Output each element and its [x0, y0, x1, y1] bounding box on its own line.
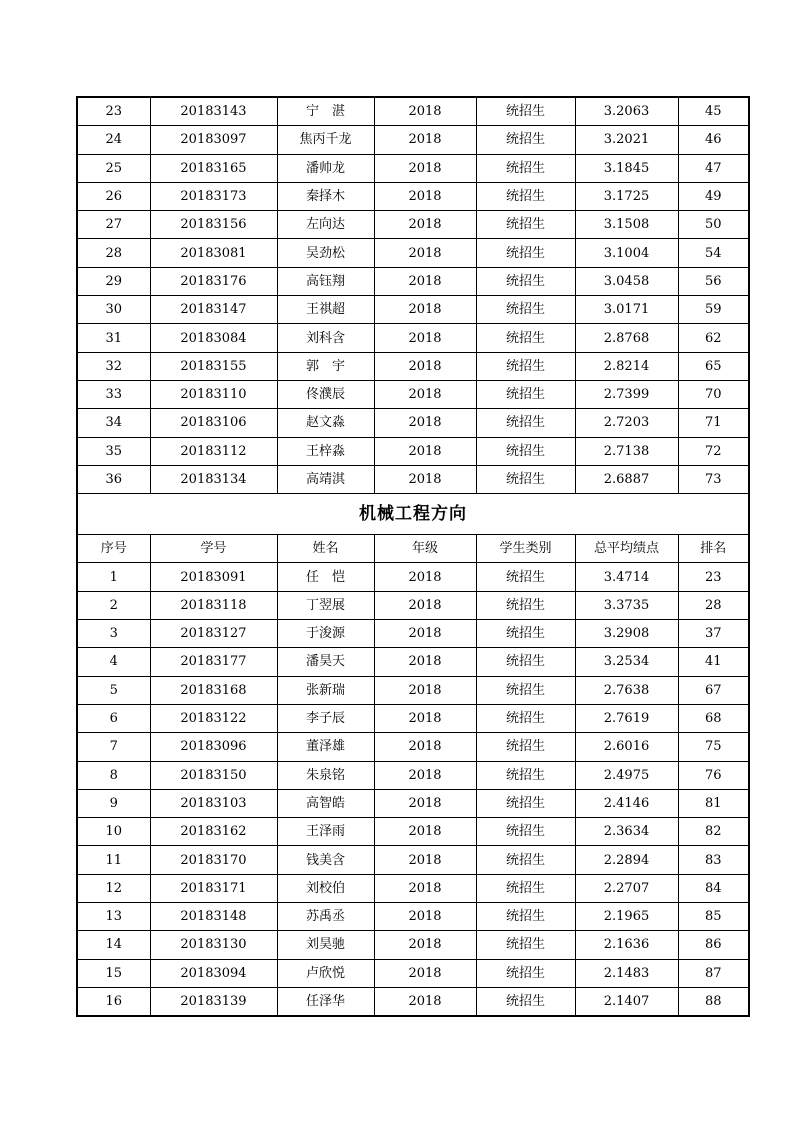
cell-name: 潘帅龙 — [277, 154, 374, 182]
cell-rank: 82 — [678, 818, 749, 846]
cell-name: 钱美含 — [277, 846, 374, 874]
cell-student-type: 统招生 — [476, 959, 575, 987]
cell-index: 1 — [77, 563, 150, 591]
cell-grade: 2018 — [374, 648, 476, 676]
cell-gpa: 2.4975 — [575, 761, 678, 789]
cell-student-type: 统招生 — [476, 704, 575, 732]
cell-grade: 2018 — [374, 733, 476, 761]
cell-rank: 70 — [678, 380, 749, 408]
cell-index: 15 — [77, 959, 150, 987]
cell-student-type: 统招生 — [476, 563, 575, 591]
cell-gpa: 2.7638 — [575, 676, 678, 704]
header-student-type: 学生类别 — [476, 535, 575, 563]
cell-student-id: 20183176 — [150, 267, 277, 295]
cell-student-id: 20183112 — [150, 437, 277, 465]
cell-student-type: 统招生 — [476, 352, 575, 380]
cell-rank: 54 — [678, 239, 749, 267]
cell-grade: 2018 — [374, 620, 476, 648]
cell-student-id: 20183084 — [150, 324, 277, 352]
cell-student-type: 统招生 — [476, 154, 575, 182]
cell-student-type: 统招生 — [476, 648, 575, 676]
cell-student-id: 20183150 — [150, 761, 277, 789]
cell-name: 潘昊天 — [277, 648, 374, 676]
cell-index: 30 — [77, 296, 150, 324]
cell-gpa: 3.1845 — [575, 154, 678, 182]
cell-gpa: 2.7619 — [575, 704, 678, 732]
cell-index: 35 — [77, 437, 150, 465]
cell-student-type: 统招生 — [476, 465, 575, 493]
cell-name: 郭 宇 — [277, 352, 374, 380]
cell-index: 27 — [77, 211, 150, 239]
cell-rank: 59 — [678, 296, 749, 324]
header-index: 序号 — [77, 535, 150, 563]
cell-student-type: 统招生 — [476, 211, 575, 239]
cell-index: 24 — [77, 126, 150, 154]
cell-student-type: 统招生 — [476, 409, 575, 437]
cell-index: 26 — [77, 182, 150, 210]
cell-rank: 47 — [678, 154, 749, 182]
cell-grade: 2018 — [374, 211, 476, 239]
cell-name: 董泽雄 — [277, 733, 374, 761]
table-row — [77, 409, 749, 437]
cell-student-type: 统招生 — [476, 789, 575, 817]
cell-index: 25 — [77, 154, 150, 182]
cell-grade: 2018 — [374, 154, 476, 182]
cell-rank: 46 — [678, 126, 749, 154]
cell-gpa: 3.2021 — [575, 126, 678, 154]
cell-index: 13 — [77, 903, 150, 931]
cell-student-id: 20183106 — [150, 409, 277, 437]
cell-gpa: 2.1407 — [575, 987, 678, 1016]
cell-gpa: 2.1483 — [575, 959, 678, 987]
cell-gpa: 2.4146 — [575, 789, 678, 817]
table-row — [77, 733, 749, 761]
cell-grade: 2018 — [374, 324, 476, 352]
cell-index: 12 — [77, 874, 150, 902]
cell-rank: 68 — [678, 704, 749, 732]
cell-rank: 71 — [678, 409, 749, 437]
table-row — [77, 380, 749, 408]
table-row — [77, 704, 749, 732]
cell-name: 吴劲松 — [277, 239, 374, 267]
cell-index: 3 — [77, 620, 150, 648]
cell-rank: 49 — [678, 182, 749, 210]
cell-name: 苏禹丞 — [277, 903, 374, 931]
cell-name: 王祺超 — [277, 296, 374, 324]
cell-grade: 2018 — [374, 676, 476, 704]
cell-rank: 87 — [678, 959, 749, 987]
header-name: 姓名 — [277, 535, 374, 563]
cell-student-id: 20183094 — [150, 959, 277, 987]
cell-student-type: 统招生 — [476, 126, 575, 154]
cell-student-id: 20183177 — [150, 648, 277, 676]
cell-grade: 2018 — [374, 789, 476, 817]
section-row — [77, 494, 749, 535]
ranking-sheet — [76, 96, 727, 1017]
cell-student-id: 20183165 — [150, 154, 277, 182]
cell-name: 佟濮辰 — [277, 380, 374, 408]
cell-rank: 88 — [678, 987, 749, 1016]
header-grade: 年级 — [374, 535, 476, 563]
table-row — [77, 563, 749, 591]
cell-student-id: 20183148 — [150, 903, 277, 931]
cell-index: 31 — [77, 324, 150, 352]
cell-grade: 2018 — [374, 465, 476, 493]
cell-name: 宁 湛 — [277, 97, 374, 126]
cell-student-id: 20183122 — [150, 704, 277, 732]
cell-gpa: 2.7203 — [575, 409, 678, 437]
cell-rank: 67 — [678, 676, 749, 704]
cell-student-type: 统招生 — [476, 846, 575, 874]
cell-rank: 85 — [678, 903, 749, 931]
cell-student-id: 20183091 — [150, 563, 277, 591]
table-row — [77, 154, 749, 182]
cell-student-type: 统招生 — [476, 591, 575, 619]
cell-student-id: 20183156 — [150, 211, 277, 239]
cell-gpa: 2.3634 — [575, 818, 678, 846]
cell-name: 高靖淇 — [277, 465, 374, 493]
table-row — [77, 324, 749, 352]
table-row — [77, 296, 749, 324]
cell-student-type: 统招生 — [476, 620, 575, 648]
cell-index: 33 — [77, 380, 150, 408]
table-row — [77, 437, 749, 465]
cell-rank: 23 — [678, 563, 749, 591]
cell-student-type: 统招生 — [476, 239, 575, 267]
cell-grade: 2018 — [374, 296, 476, 324]
table-row — [77, 591, 749, 619]
cell-student-id: 20183118 — [150, 591, 277, 619]
cell-student-type: 统招生 — [476, 437, 575, 465]
cell-grade: 2018 — [374, 704, 476, 732]
cell-grade: 2018 — [374, 182, 476, 210]
table-row — [77, 126, 749, 154]
cell-student-type: 统招生 — [476, 324, 575, 352]
cell-name: 赵文淼 — [277, 409, 374, 437]
cell-gpa: 2.7138 — [575, 437, 678, 465]
cell-rank: 62 — [678, 324, 749, 352]
cell-rank: 28 — [678, 591, 749, 619]
cell-rank: 65 — [678, 352, 749, 380]
cell-student-id: 20183097 — [150, 126, 277, 154]
cell-student-id: 20183103 — [150, 789, 277, 817]
cell-index: 10 — [77, 818, 150, 846]
table-row — [77, 352, 749, 380]
cell-student-id: 20183143 — [150, 97, 277, 126]
cell-gpa: 2.6016 — [575, 733, 678, 761]
cell-rank: 56 — [678, 267, 749, 295]
cell-name: 高智皓 — [277, 789, 374, 817]
header-student-id: 学号 — [150, 535, 277, 563]
cell-name: 李子辰 — [277, 704, 374, 732]
cell-rank: 83 — [678, 846, 749, 874]
cell-name: 于浚源 — [277, 620, 374, 648]
cell-grade: 2018 — [374, 380, 476, 408]
cell-rank: 75 — [678, 733, 749, 761]
cell-gpa: 3.1004 — [575, 239, 678, 267]
cell-name: 刘校伯 — [277, 874, 374, 902]
cell-name: 任 恺 — [277, 563, 374, 591]
cell-gpa: 2.1965 — [575, 903, 678, 931]
cell-student-type: 统招生 — [476, 380, 575, 408]
cell-index: 34 — [77, 409, 150, 437]
cell-gpa: 2.1636 — [575, 931, 678, 959]
cell-grade: 2018 — [374, 959, 476, 987]
table-row — [77, 987, 749, 1016]
cell-rank: 45 — [678, 97, 749, 126]
cell-name: 王梓淼 — [277, 437, 374, 465]
cell-grade: 2018 — [374, 409, 476, 437]
cell-name: 左向达 — [277, 211, 374, 239]
cell-index: 36 — [77, 465, 150, 493]
cell-gpa: 3.1725 — [575, 182, 678, 210]
cell-student-type: 统招生 — [476, 761, 575, 789]
header-rank: 排名 — [678, 535, 749, 563]
cell-index: 7 — [77, 733, 150, 761]
cell-index: 8 — [77, 761, 150, 789]
cell-index: 28 — [77, 239, 150, 267]
cell-gpa: 3.1508 — [575, 211, 678, 239]
cell-name: 丁翌展 — [277, 591, 374, 619]
cell-grade: 2018 — [374, 352, 476, 380]
cell-rank: 84 — [678, 874, 749, 902]
table-row — [77, 903, 749, 931]
table-row — [77, 211, 749, 239]
cell-index: 23 — [77, 97, 150, 126]
table-row — [77, 931, 749, 959]
cell-rank: 76 — [678, 761, 749, 789]
section-header-group — [77, 494, 749, 563]
ranking-table — [76, 96, 750, 1017]
cell-student-id: 20183173 — [150, 182, 277, 210]
cell-gpa: 3.4714 — [575, 563, 678, 591]
cell-student-id: 20183096 — [150, 733, 277, 761]
cell-student-type: 统招生 — [476, 733, 575, 761]
table-row — [77, 267, 749, 295]
cell-gpa: 3.2063 — [575, 97, 678, 126]
cell-student-id: 20183147 — [150, 296, 277, 324]
cell-grade: 2018 — [374, 987, 476, 1016]
cell-name: 张新瑞 — [277, 676, 374, 704]
cell-gpa: 2.6887 — [575, 465, 678, 493]
cell-gpa: 2.7399 — [575, 380, 678, 408]
continued-rows — [77, 97, 749, 494]
cell-name: 刘科含 — [277, 324, 374, 352]
cell-gpa: 3.3735 — [575, 591, 678, 619]
cell-student-type: 统招生 — [476, 182, 575, 210]
table-row — [77, 676, 749, 704]
cell-index: 5 — [77, 676, 150, 704]
table-row — [77, 620, 749, 648]
cell-student-id: 20183134 — [150, 465, 277, 493]
cell-index: 4 — [77, 648, 150, 676]
cell-grade: 2018 — [374, 591, 476, 619]
cell-name: 高钰翔 — [277, 267, 374, 295]
table-row — [77, 818, 749, 846]
cell-student-id: 20183110 — [150, 380, 277, 408]
cell-student-id: 20183139 — [150, 987, 277, 1016]
cell-rank: 81 — [678, 789, 749, 817]
table-row — [77, 97, 749, 126]
cell-index: 11 — [77, 846, 150, 874]
cell-gpa: 3.0458 — [575, 267, 678, 295]
cell-name: 王泽雨 — [277, 818, 374, 846]
cell-gpa: 3.2534 — [575, 648, 678, 676]
cell-student-type: 统招生 — [476, 987, 575, 1016]
cell-student-id: 20183130 — [150, 931, 277, 959]
cell-gpa: 2.8214 — [575, 352, 678, 380]
cell-student-id: 20183081 — [150, 239, 277, 267]
mechanical-rows — [77, 563, 749, 1016]
cell-grade: 2018 — [374, 267, 476, 295]
table-row — [77, 761, 749, 789]
cell-student-type: 统招生 — [476, 296, 575, 324]
cell-student-type: 统招生 — [476, 874, 575, 902]
section-title: 机械工程方向 — [77, 494, 749, 535]
cell-gpa: 3.0171 — [575, 296, 678, 324]
cell-grade: 2018 — [374, 239, 476, 267]
cell-rank: 41 — [678, 648, 749, 676]
table-row — [77, 959, 749, 987]
cell-name: 朱泉铭 — [277, 761, 374, 789]
cell-student-type: 统招生 — [476, 931, 575, 959]
table-row — [77, 846, 749, 874]
cell-rank: 73 — [678, 465, 749, 493]
table-row — [77, 789, 749, 817]
cell-name: 焦丙千龙 — [277, 126, 374, 154]
table-row — [77, 182, 749, 210]
cell-grade: 2018 — [374, 563, 476, 591]
cell-name: 卢欣悦 — [277, 959, 374, 987]
cell-grade: 2018 — [374, 874, 476, 902]
cell-gpa: 2.2894 — [575, 846, 678, 874]
cell-name: 刘昊驰 — [277, 931, 374, 959]
cell-index: 14 — [77, 931, 150, 959]
cell-gpa: 3.2908 — [575, 620, 678, 648]
cell-student-id: 20183171 — [150, 874, 277, 902]
cell-rank: 72 — [678, 437, 749, 465]
cell-student-type: 统招生 — [476, 903, 575, 931]
cell-rank: 50 — [678, 211, 749, 239]
cell-student-id: 20183162 — [150, 818, 277, 846]
header-gpa: 总平均绩点 — [575, 535, 678, 563]
cell-index: 9 — [77, 789, 150, 817]
column-header-row — [77, 535, 749, 563]
cell-grade: 2018 — [374, 903, 476, 931]
cell-index: 29 — [77, 267, 150, 295]
cell-rank: 37 — [678, 620, 749, 648]
cell-student-id: 20183155 — [150, 352, 277, 380]
cell-student-id: 20183127 — [150, 620, 277, 648]
cell-index: 16 — [77, 987, 150, 1016]
table-row — [77, 874, 749, 902]
cell-grade: 2018 — [374, 931, 476, 959]
cell-rank: 86 — [678, 931, 749, 959]
cell-grade: 2018 — [374, 846, 476, 874]
cell-gpa: 2.8768 — [575, 324, 678, 352]
table-row — [77, 648, 749, 676]
cell-grade: 2018 — [374, 818, 476, 846]
cell-grade: 2018 — [374, 126, 476, 154]
cell-student-id: 20183168 — [150, 676, 277, 704]
cell-gpa: 2.2707 — [575, 874, 678, 902]
cell-grade: 2018 — [374, 761, 476, 789]
cell-index: 2 — [77, 591, 150, 619]
cell-student-type: 统招生 — [476, 676, 575, 704]
cell-name: 秦择木 — [277, 182, 374, 210]
cell-index: 32 — [77, 352, 150, 380]
cell-student-type: 统招生 — [476, 818, 575, 846]
cell-student-type: 统招生 — [476, 97, 575, 126]
cell-grade: 2018 — [374, 97, 476, 126]
cell-index: 6 — [77, 704, 150, 732]
cell-grade: 2018 — [374, 437, 476, 465]
table-row — [77, 239, 749, 267]
cell-student-id: 20183170 — [150, 846, 277, 874]
table-row — [77, 465, 749, 493]
cell-name: 任泽华 — [277, 987, 374, 1016]
cell-student-type: 统招生 — [476, 267, 575, 295]
